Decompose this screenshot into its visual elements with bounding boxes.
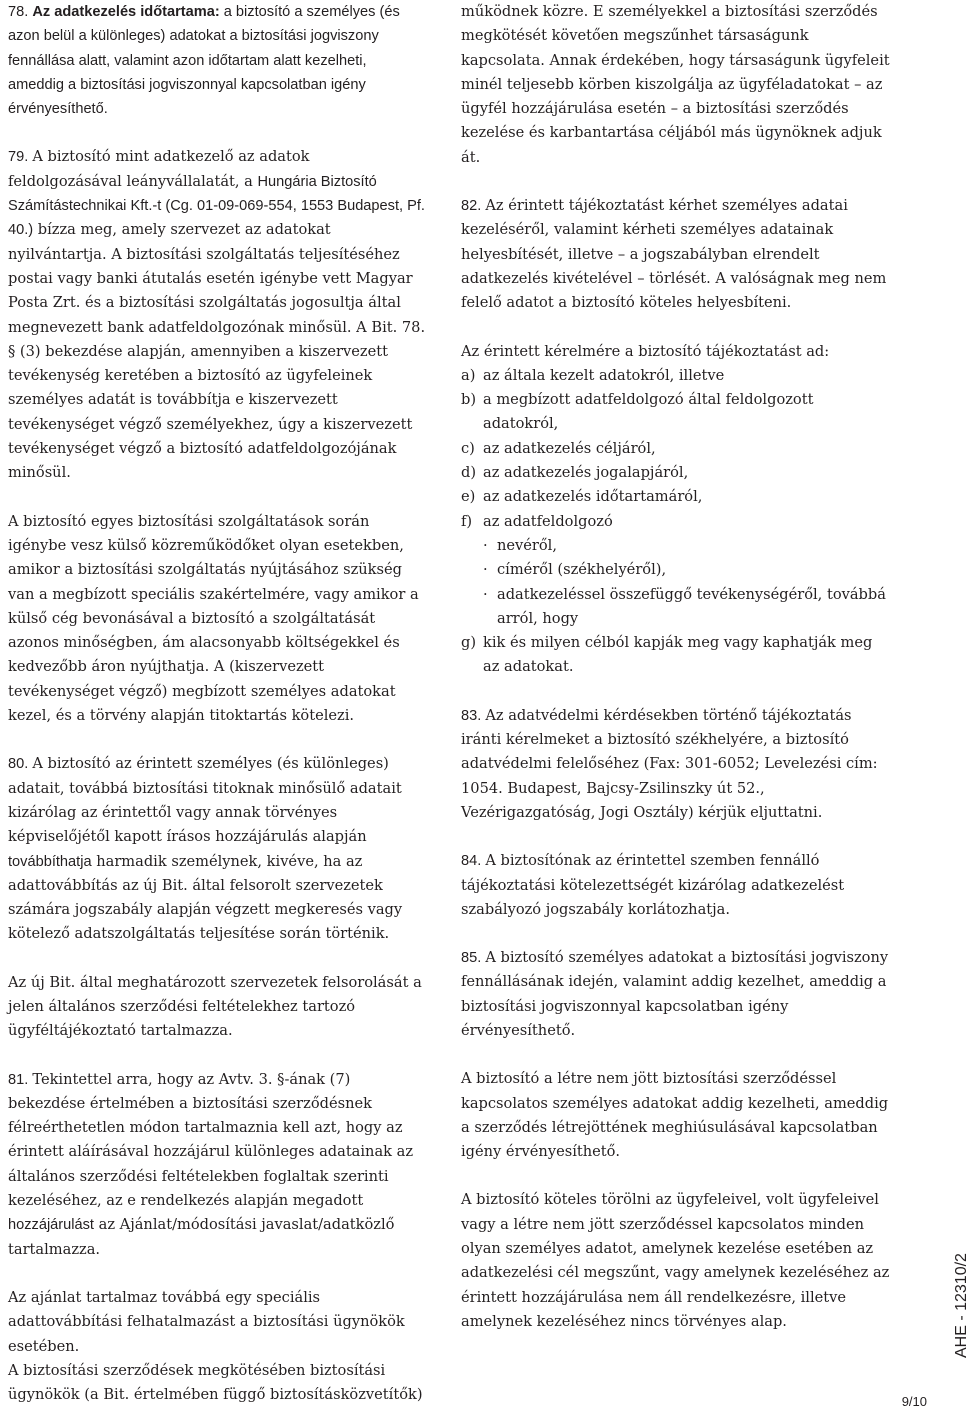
- list-marker: d): [461, 464, 477, 482]
- paragraph-external-partners: A biztosító egyes biztosítási szolgáltatások során igénybe vesz külső közreműködőket olyan esetekben, amikor a biztosítási szolgáltatás nyújtásához szükség van a megbízott speciális szakértelmére, vagy amikor a külső cég bevonásával a biztosító a szolgáltatását azonos minőségben, ám alacsonyabb költségekkel és kedvezőbb áron nyújthatja. A (kiszervezett tevékenységet végző) megbízott személyes adatokat kezel, és a törvény alapján titoktartás kötelezi.: [8, 512, 419, 725]
- list-item-text: az adatkezelés céljáról,: [483, 439, 656, 457]
- paragraph-number: 82.: [461, 198, 486, 215]
- bullet-marker: ·: [483, 561, 488, 579]
- request-intro: Az érintett kérelmére a biztosító tájékoztatást ad:: [461, 342, 830, 360]
- bullet-marker: ·: [483, 536, 488, 554]
- paragraph-number: 79.: [8, 149, 33, 166]
- list-marker: b): [461, 391, 477, 409]
- paragraph-offer-agents: A biztosítási szerződések megkötésében biztosítási ügynökök (a Bit. értelmében függő biztosításközvetítők): [8, 1361, 423, 1404]
- list-item: [461, 485, 891, 509]
- left-column: [8, 0, 426, 1407]
- paragraph-text: A biztosító az érintett személyes (és különleges) adatait, továbbá biztosítási titoknak minősülő adatait kizárólag az érintettől vagy annak törvényes képviselőjétől kapott írásos hozzájárulás alapján: [8, 755, 402, 846]
- request-list: [461, 364, 891, 680]
- document-code: AHE - 12310/2: [953, 1253, 970, 1358]
- paragraph-text: A biztosítónak az érintettel szemben fennálló tájékoztatási kötelezettségét kizárólag adatkezelést szabályozó jogszabály korlátozhatja.: [461, 852, 845, 918]
- right-column: [461, 0, 891, 1334]
- list-marker: e): [461, 488, 476, 506]
- paragraph-text: A biztosító mint adatkezelő az adatok feldolgozásával leányvállalatát, a: [8, 148, 310, 190]
- paragraph-failed-contract: A biztosító a létre nem jött biztosítási szerződéssel kapcsolatos személyes adatokat addig kezelheti, ameddig a szerződés létrejöttének meghiúsulásával kapcsolatban igény érvényesíthető.: [461, 1070, 889, 1161]
- page-number: 9/10: [901, 1394, 927, 1409]
- paragraph-number: 85.: [461, 950, 486, 967]
- paragraph-text: Az érintett tájékoztatást kérhet személyes adatai kezeléséről, valamint kérheti személyes adatainak helyesbítését, illetve – a jogszabályban elrendelt adatkezelés kivételével – törlését. A valóságnak meg nem felelő adatot a biztosító köteles helyesbíteni.: [461, 197, 887, 312]
- paragraph-text: harmadik személynek, kivéve, ha az adattovábbítás az új Bit. által felsorolt szervezetek számára jogszabály alapján végzett megkeresés vagy kötelező adatszolgáltatás teljesítése során történik.: [8, 852, 403, 943]
- list-item-text: a megbízott adatfeldolgozó által feldolgozott adatokról,: [483, 391, 814, 433]
- bullet-text: nevéről,: [497, 536, 557, 554]
- paragraph-number: 83.: [461, 707, 486, 724]
- list-marker: c): [461, 439, 475, 457]
- paragraph-number: 80.: [8, 756, 33, 773]
- paragraph-84: [461, 849, 891, 922]
- bullet-item: [461, 558, 891, 582]
- bullet-item: [461, 534, 891, 558]
- paragraph-79: [8, 145, 426, 485]
- paragraph-offer: Az ajánlat tartalmaz továbbá egy speciális adattovábbítási felhatalmazást a biztosítási ügynökök esetében.: [8, 1288, 405, 1355]
- list-item-text: az általa kezelt adatokról, illetve: [483, 366, 725, 384]
- paragraph-deletion: A biztosító köteles törölni az ügyfeleivel, volt ügyfeleivel vagy a létre nem jött szerződéssel kapcsolatos minden olyan személyes adatot, amelynek kezelése esetében az adatkezelési cél megszűnt, vagy amelynek kezeléséhez az érintett hozzájárulása nem áll rendelkezésre, illetve amelynek kezeléséhez nincs törvényes alap.: [461, 1191, 890, 1330]
- paragraph-text: A biztosító személyes adatokat a biztosítási jogviszony fennállásának idején, valamint addig kezelhet, ameddig a biztosítási jogviszonnyal kapcsolatban igény érvényesíthető.: [461, 949, 889, 1039]
- list-marker: a): [461, 366, 476, 384]
- list-item: [461, 461, 891, 485]
- paragraph-82: [461, 194, 891, 315]
- paragraph-list-reference: Az új Bit. által meghatározott szervezetek felsorolását a jelen általános szerződési feltételekhez tartozó ügyféltájékoztató tartalmazza.: [8, 973, 422, 1040]
- list-item-text: kik és milyen célból kapják meg vagy kaphatják meg az adatokat.: [483, 634, 873, 676]
- emphasis-text: hozzájárulást: [8, 1217, 94, 1234]
- paragraph-85: [461, 946, 891, 1043]
- bullet-marker: ·: [483, 585, 488, 603]
- bullet-item: [461, 583, 891, 632]
- paragraph-number: 81.: [8, 1071, 33, 1088]
- paragraph-number: 84.: [461, 853, 486, 870]
- paragraph-text: Az adatvédelmi kérdésekben történő tájékoztatás iránti kérelmeket a biztosító székhelyére, a biztosító adatvédelmi felelőséhez (Fax: 301-6052; Levelezési cím: 1054. Budapest, Bajcsy-Zsilinszky út 52., Vezérigazgatóság, Jogi Osztály) kérjük eljuttatni.: [461, 706, 878, 821]
- paragraph-text: az Ajánlat/módosítási javaslat/adatközlő tartalmazza.: [8, 1216, 395, 1258]
- paragraph-number: 78.: [8, 4, 33, 20]
- paragraph-text: a biztosító a személyes (és azon belül a különleges) adatokat a biztosítási jogviszony fennállása alatt, valamint azon időtartam alatt kezelheti, ameddig a biztosítási jogviszonnyal kapcsolatban igény érvényesíthető.: [8, 4, 400, 118]
- list-marker: g): [461, 634, 477, 652]
- list-item: [461, 388, 891, 437]
- list-marker: f): [461, 512, 473, 530]
- list-item-text: az adatkezelés jogalapjáról,: [483, 464, 689, 482]
- list-item: [461, 510, 891, 534]
- bullet-text: adatkezeléssel összefüggő tevékenységéről, továbbá arról, hogy: [497, 585, 886, 627]
- paragraph-text: Tekintettel arra, hogy az Avtv. 3. §-ának (7) bekezdése értelmében a biztosítási szerződésnek félreérthetetlen módon tartalmaznia kell azt, hogy az érintett aláírásával hozzájárul különleges adatainak az általános szerződési feltételekben foglaltak szerinti kezeléséhez, az e rendelkezés alapján megadott: [8, 1070, 414, 1210]
- list-item: [461, 631, 891, 680]
- bullet-text: címéről (székhelyéről),: [497, 561, 667, 579]
- list-item: [461, 437, 891, 461]
- list-item-text: az adatkezelés időtartamáról,: [483, 488, 703, 506]
- paragraph-continuation: működnek közre. E személyekkel a biztosítási szerződés megkötését követően megszűnhet társaságunk kapcsolata. Annak érdekében, hogy társaságunk ügyfeleit minél teljesebb körben kiszolgálja az ügyféladatokat – az ügyfél hozzájárulása esetén – a biztosítási szerződés kezelése és karbantartása céljából más ügynöknek adjuk át.: [461, 3, 890, 166]
- paragraph-label: Az adatkezelés időtartama:: [32, 4, 220, 20]
- paragraph-81: [8, 1068, 426, 1262]
- paragraph-text: bízza meg, amely szervezet az adatokat nyilvántartja. A biztosítási szolgáltatás teljesítéséhez postai vagy banki átutalás esetén igénybe vett Magyar Posta Zrt. és a biztosítási szolgáltatás jogosultja által megnevezett bank adatfeldolgozónak minősül. A Bit. 78. § (3) bekezdése alapján, amennyiben a kiszervezett tevékenység keretében a biztosító az ügyfeleinek személyes adatát is továbbítja e kiszervezett tevékenységet végző személyekhez, úgy a kiszervezett tevékenységet végző a biztosító adatfeldolgozójának minősül.: [8, 221, 426, 482]
- list-item: [461, 364, 891, 388]
- paragraph-83: [461, 704, 891, 825]
- emphasis-text: továbbíthatja: [8, 853, 92, 870]
- company-name: Hungária Biztosító Számítástechnikai Kft.-t (Cg. 01-09-069-554, 1553 Budapest, Pf. 40.): [8, 173, 425, 239]
- paragraph-80: [8, 752, 426, 946]
- list-item-text: az adatfeldolgozó: [483, 512, 613, 530]
- paragraph-78: [8, 0, 426, 121]
